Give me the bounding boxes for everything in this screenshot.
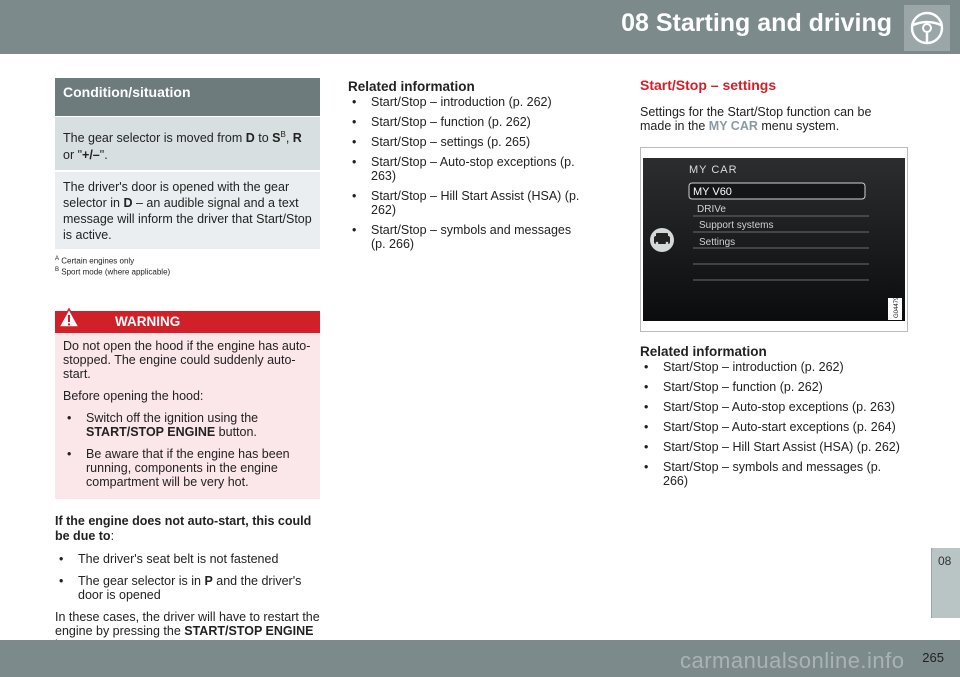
paragraph-text-bold: START/STOP ENGINE [184, 624, 314, 639]
bullet-icon: • [352, 189, 357, 203]
list-item [55, 552, 320, 566]
bullet-icon: • [352, 95, 357, 109]
bullet-icon: • [67, 447, 72, 462]
warning-triangle-icon [58, 307, 80, 329]
display-screen [643, 158, 905, 321]
footnote [55, 255, 320, 266]
related-link[interactable] [348, 135, 588, 149]
related-info-right [640, 345, 906, 494]
related-link[interactable] [640, 420, 906, 434]
bullet-icon: • [352, 223, 357, 237]
paragraph [640, 105, 906, 133]
warning-body [55, 333, 320, 499]
row-text-bold: S [272, 131, 281, 146]
related-link[interactable] [640, 380, 906, 394]
menu-item: DRIVe [697, 204, 726, 215]
row-text: or " [63, 148, 83, 163]
condition-table [55, 78, 320, 249]
related-link[interactable] [348, 115, 588, 129]
link-text: Start/Stop – function (p. 262) [663, 380, 823, 394]
heading-colon: : [110, 529, 115, 544]
table-row [55, 117, 320, 170]
row-text: The gear selector is moved from [63, 131, 246, 146]
footnote-mark: B [55, 266, 60, 273]
related-info-title: Related information [348, 79, 475, 94]
item-text: button. [215, 425, 257, 440]
menu-name-highlight: MY CAR [708, 119, 758, 133]
related-link[interactable] [640, 360, 906, 374]
item-text: The gear selector is in [78, 574, 205, 589]
row-text: to [254, 131, 273, 146]
item-text: Switch off the ignition using the [86, 411, 259, 426]
related-link[interactable] [348, 223, 588, 251]
row-text-bold: R [292, 131, 302, 146]
link-text: Start/Stop – symbols and messages (p. 266) [663, 460, 882, 488]
item-text: Be aware that if the engine has been running, components in the engine compartment will be very hot. [86, 447, 290, 490]
bullet-icon: • [59, 552, 64, 567]
table-header: Condition/situation [55, 78, 320, 116]
link-text: Start/Stop – Auto-start exceptions (p. 264) [663, 420, 896, 434]
column-left [55, 78, 320, 652]
bullet-icon: • [644, 460, 649, 474]
link-text: Start/Stop – function (p. 262) [371, 115, 531, 129]
bullet-icon: • [352, 155, 357, 169]
related-info-list [348, 95, 588, 251]
related-info-title: Related information [640, 344, 767, 359]
selected-menu-item: MY V60 [693, 186, 732, 198]
column-right [640, 77, 906, 488]
related-link[interactable] [348, 155, 588, 183]
item-text-bold: P [204, 574, 213, 589]
chapter-title: 08 Starting and driving [621, 9, 892, 37]
row-text: The driver's door is opened with the gear selector in [63, 180, 290, 211]
warning-title: WARNING [115, 314, 181, 330]
menu-item: Support systems [699, 220, 774, 231]
footnote-text: Sport mode (where applicable) [61, 267, 171, 277]
item-text: The driver's seat belt is not fastened [78, 552, 279, 567]
related-link[interactable] [348, 95, 588, 109]
related-link[interactable] [640, 400, 906, 414]
bullet-icon: • [352, 135, 357, 149]
row-text: ". [99, 148, 108, 163]
warning-header [55, 311, 320, 333]
page-header [0, 0, 960, 54]
bullet-icon: • [59, 574, 64, 589]
link-text: Start/Stop – introduction (p. 262) [663, 360, 844, 374]
paragraph-text: In these cases, the driver will have to restart the engine by pressing the [55, 610, 320, 639]
watermark: carmanualsonline.info [680, 648, 905, 673]
car-front-icon [650, 228, 674, 252]
list-item [63, 411, 312, 439]
autostart-list [55, 552, 320, 602]
link-text: Start/Stop – Auto-stop exceptions (p. 263) [371, 155, 575, 183]
page-number: 265 [922, 650, 944, 665]
related-info-list [640, 360, 906, 488]
link-text: Start/Stop – introduction (p. 262) [371, 95, 552, 109]
footnote-mark: A [55, 256, 60, 263]
warning-list [63, 411, 312, 489]
bullet-icon: • [352, 115, 357, 129]
footnotes [55, 255, 320, 276]
bullet-icon: • [644, 440, 649, 454]
section-heading [55, 514, 320, 544]
related-link[interactable] [348, 189, 588, 217]
heading-text: If the engine does not auto-start, this could be due to [55, 514, 312, 544]
chapter-tab-label: 08 [938, 554, 952, 568]
bullet-icon: • [644, 360, 649, 374]
link-text: Start/Stop – settings (p. 265) [371, 135, 531, 149]
column-middle [348, 80, 588, 257]
list-item [63, 447, 312, 489]
related-link[interactable] [640, 460, 906, 488]
bullet-icon: • [644, 400, 649, 414]
link-text: Start/Stop – Hill Start Assist (HSA) (p. 262) [371, 189, 580, 217]
bullet-icon: • [644, 420, 649, 434]
bullet-icon: • [644, 380, 649, 394]
row-text: – an audible signal and a text message will inform the driver that Start/Stop is active. [63, 196, 312, 243]
footnote [55, 266, 320, 277]
paragraph-text: menu system. [757, 119, 840, 133]
row-text-bold: +/– [82, 148, 100, 163]
screen-title: MY CAR [689, 164, 738, 176]
warning-text: Do not open the hood if the engine has auto-stopped. The engine could suddenly auto-start. [63, 339, 311, 382]
page-footer [0, 640, 960, 677]
item-text-bold: START/STOP ENGINE [86, 425, 216, 440]
row-text-bold: D [245, 131, 255, 146]
paragraph-text: Settings for the Start/Stop function can be made in the [640, 105, 872, 133]
warning-box [55, 311, 320, 499]
link-text: Start/Stop – Auto-stop exceptions (p. 263) [663, 400, 896, 414]
figure-code: G044793 [894, 293, 900, 318]
related-link[interactable] [640, 440, 906, 454]
link-text: Start/Stop – Hill Start Assist (HSA) (p. 262) [663, 440, 900, 454]
footnote-ref: B [280, 130, 286, 139]
row-text-bold: D [123, 196, 133, 211]
list-item [55, 574, 320, 602]
steering-wheel-icon [904, 5, 950, 51]
warning-text: Before opening the hood: [63, 389, 204, 404]
table-row [55, 172, 320, 249]
display-screenshot [640, 147, 908, 332]
chapter-tab [931, 548, 960, 618]
display-graphic [643, 158, 905, 321]
item-text: and the driver's door is opened [78, 574, 302, 603]
row-text: , [285, 131, 293, 146]
footnote-text: Certain engines only [61, 256, 135, 266]
bullet-icon: • [67, 411, 72, 426]
link-text: Start/Stop – symbols and messages (p. 266) [371, 223, 572, 251]
section-title: Start/Stop – settings [640, 77, 777, 93]
menu-item: Settings [699, 237, 736, 248]
